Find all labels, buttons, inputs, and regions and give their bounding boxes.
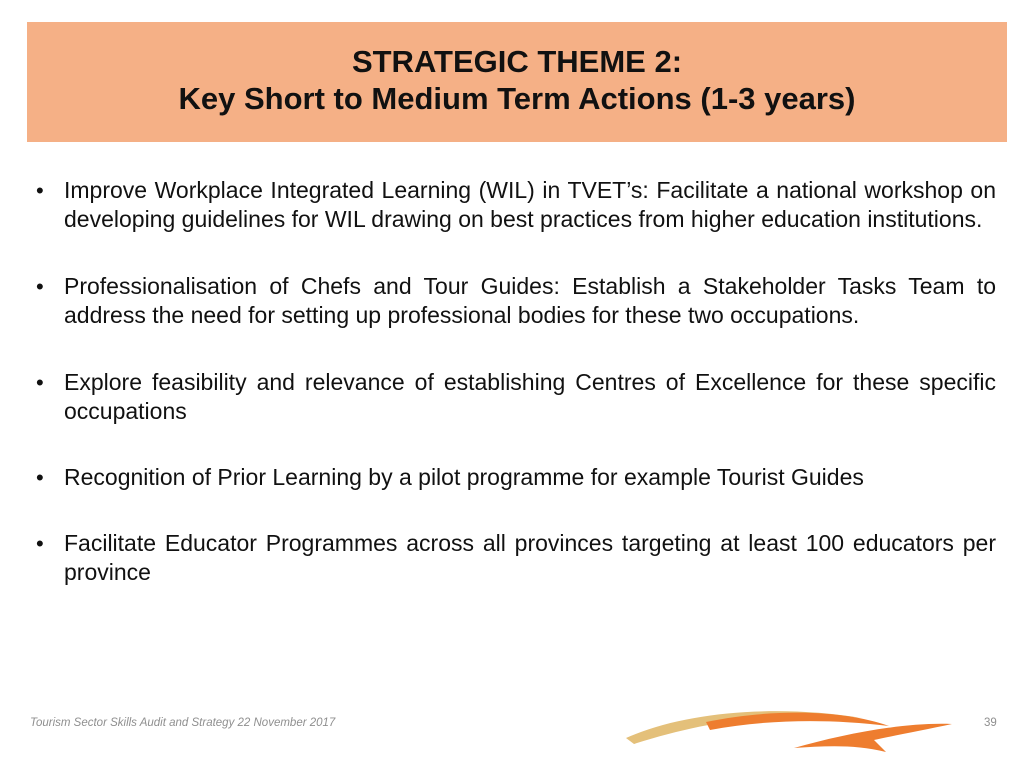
bullet-item — [36, 272, 996, 330]
bullet-list — [36, 176, 996, 624]
title-line-1: STRATEGIC THEME 2: — [351, 44, 683, 79]
bullet-item — [36, 176, 996, 234]
bullet-point-icon: • — [36, 370, 44, 395]
bullet-point-icon: • — [36, 178, 44, 203]
page-number: 39 — [984, 717, 997, 729]
bullet-text: Professionalisation of Chefs and Tour Guides: Establish a Stakeholder Tasks Team to address the need for setting up professional bodies for these two occupations. — [64, 273, 996, 328]
bullet-item — [36, 529, 996, 587]
bullet-item — [36, 368, 996, 426]
title-banner — [27, 22, 1007, 142]
bullet-point-icon: • — [36, 531, 44, 556]
bullet-item — [36, 463, 996, 492]
bullet-point-icon: • — [36, 465, 44, 490]
bullet-point-icon: • — [36, 274, 44, 299]
bullet-text: Improve Workplace Integrated Learning (WIL) in TVET’s: Facilitate a national workshop on developing guidelines for WIL drawing on best practices from higher education institutions. — [64, 177, 996, 232]
footer-text: Tourism Sector Skills Audit and Strategy 22 November 2017 — [30, 717, 336, 729]
bullet-text: Facilitate Educator Programmes across all provinces targeting at least 100 educators per province — [64, 530, 996, 585]
bullet-text: Recognition of Prior Learning by a pilot programme for example Tourist Guides — [64, 464, 864, 490]
bullet-text: Explore feasibility and relevance of establishing Centres of Excellence for these specific occupations — [64, 369, 996, 424]
title-line-2: Key Short to Medium Term Actions (1-3 years) — [178, 81, 856, 116]
swoosh-logo-icon — [624, 704, 954, 754]
logo-orange-arrow — [794, 724, 952, 752]
